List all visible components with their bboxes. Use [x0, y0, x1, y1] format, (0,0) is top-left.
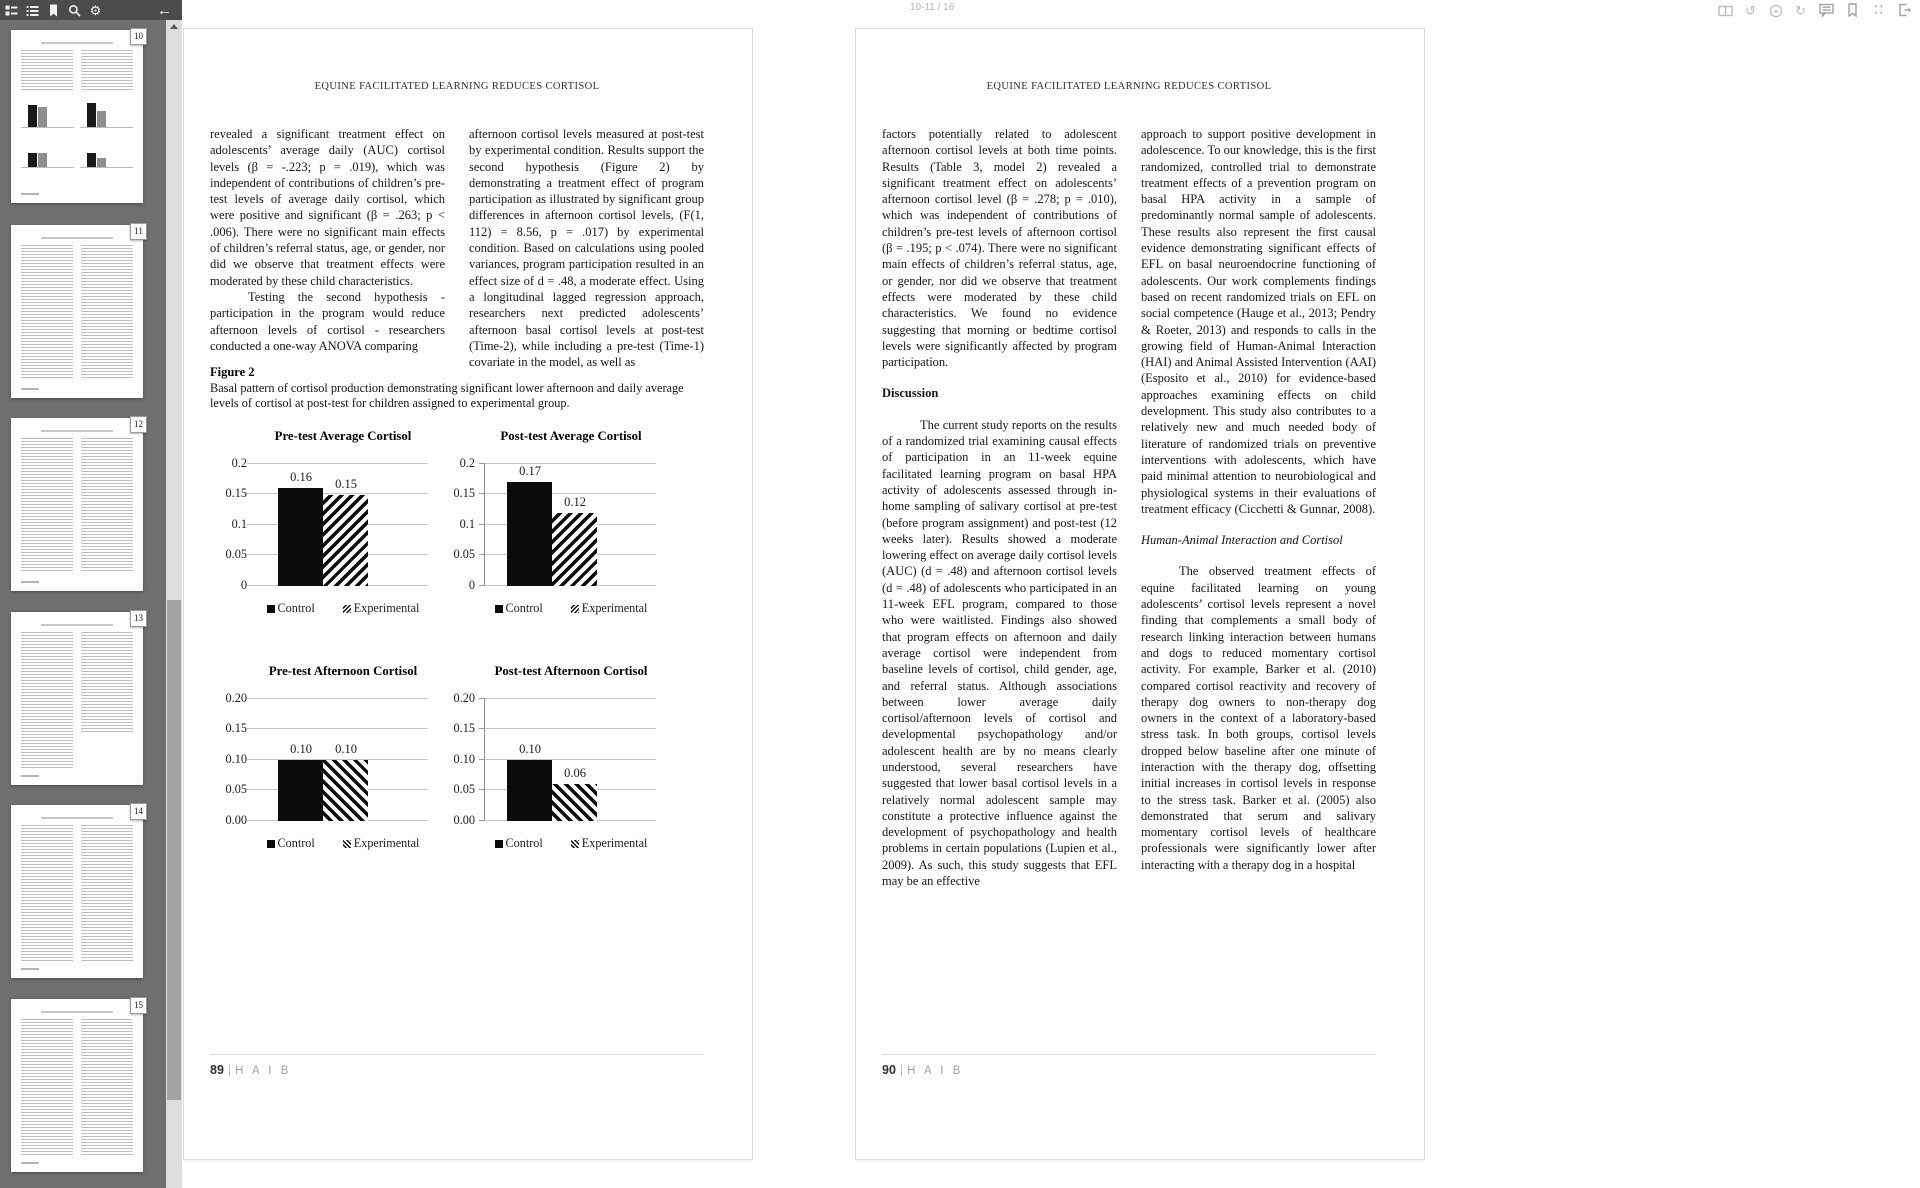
text-column: [882, 126, 1117, 888]
viewer-toolbar: [0, 0, 182, 20]
chart-ytick-label: 0.00: [225, 813, 247, 827]
document-page-90: [855, 28, 1425, 1160]
body-paragraph: The current study reports on the results of a randomized trial examining causal effects of participation in an 11-week equine facilitated learning program on basal HPA activity of adolescents assessed through in-home sampling of salivary cortisol at pre-test (before program assignment) and post-test (12 weeks later). Results showed a moderate lowering effect on average daily cortisol levels (AUC) (d = .48) and afternoon cortisol levels (d = .48) of adolescents who participated in an 11-week EFL program, compared to those who were waitlisted. Findings also showed that program effects on afternoon and daily average cortisol were independent from baseline levels of cortisol, child gender, age, and referral status. Although associations between lower average daily cortisol/afternoon levels of cortisol and developmental psychopathology and/or adolescent health are by no means clearly understood, several researchers have suggested that lower basal cortisol levels in a relatively normal adolescent sample may constitute a protective influence against the development of psychopathology and health problems in certain populations (Lupien et al., 2009). As such, this study suggests that EFL may be an effective: [882, 417, 1117, 888]
chart-ytick-label: 0.20: [225, 691, 247, 705]
two-page-view-icon[interactable]: [1718, 3, 1733, 18]
bar-control: [278, 760, 323, 821]
page-thumbnail[interactable]: [11, 999, 143, 1172]
chart-tick: [479, 820, 485, 821]
legend-marker: [267, 605, 275, 613]
footer-brand: H A I B: [235, 1065, 292, 1077]
chart-tick: [479, 585, 485, 586]
running-head: EQUINE FACILITATED LEARNING REDUCES CORTISOL: [314, 81, 600, 92]
chart-title: Post-test Average Cortisol: [500, 429, 642, 443]
chart-ytick-label: 0.05: [453, 547, 475, 561]
body-paragraph: factors potentially related to adolescent afternoon cortisol levels at both time points. Results (Table 3, model 2) revealed a significant treatment effect on adolescents’ afternoon cortisol level (β = .278; p = .010), which was independent of contributions of children’s pre-test levels of afternoon cortisol (β = .195; p < .074). There were no significant main effects of children’s referral status, age, or gender, nor did we observe that treatment effects were moderated by these child characteristics. We found no evidence suggesting that morning or bedtime cortisol levels were significantly affected by program participation.: [882, 127, 1117, 370]
document-view: [182, 0, 1920, 1188]
bar-value-label: 0.12: [564, 495, 586, 509]
bar-value-label: 0.10: [290, 742, 312, 756]
outline-icon[interactable]: [25, 3, 40, 18]
chart-plot-area: [225, 456, 428, 592]
thumb-mini-charts: [21, 94, 133, 168]
chart-ytick-label: 0.20: [453, 691, 475, 705]
page-indicator: 10-11 / 16: [910, 2, 955, 13]
settings-icon[interactable]: ⚙: [89, 2, 102, 18]
chart-posttest-average-cortisol: [442, 429, 670, 654]
legend-label: Control: [505, 601, 543, 615]
legend-label: Control: [505, 836, 543, 850]
chart-ytick-label: 0.1: [459, 517, 475, 531]
view-controls: [1718, 3, 1808, 18]
legend-item-experimental: [571, 601, 648, 616]
chart-plot-area: [453, 456, 656, 592]
page-thumbnail[interactable]: [11, 805, 143, 978]
page-thumbnail[interactable]: [11, 418, 143, 591]
legend-label: Experimental: [581, 601, 648, 615]
legend-item-control: [495, 601, 543, 616]
chart-ytick-label: 0.2: [231, 456, 247, 470]
chart-title: Pre-test Average Cortisol: [274, 429, 412, 443]
bar-experimental: [552, 784, 597, 821]
bar-value-label: 0.10: [519, 742, 541, 756]
chart-gridline: [247, 493, 428, 494]
chart-plot-area: [453, 691, 656, 827]
legend-item-control: [267, 836, 315, 851]
thumbnail-page-number: 12: [130, 416, 147, 433]
bar-experimental: [552, 513, 597, 586]
legend-label: Control: [277, 836, 315, 850]
exit-icon[interactable]: [1897, 2, 1912, 17]
scrollbar-up-icon[interactable]: [166, 20, 182, 33]
legend-label: Experimental: [353, 836, 420, 850]
bookmark-icon[interactable]: [46, 3, 61, 18]
comment-icon[interactable]: [1819, 2, 1834, 17]
action-controls: [1819, 2, 1912, 17]
rotate-cw-icon[interactable]: ↻: [1795, 2, 1806, 18]
legend-marker: [571, 840, 579, 848]
chart-ytick-label: 0.05: [225, 547, 247, 561]
chart-legend: [472, 601, 670, 616]
chart-tick: [479, 493, 485, 494]
rotate-ccw-icon[interactable]: ↺: [1745, 2, 1756, 18]
chart-tick: [479, 524, 485, 525]
body-paragraph: Testing the second hypothesis - participation in the program would reduce afternoon levels of cortisol - researchers conducted a one-way ANOVA comparing: [210, 289, 445, 353]
legend-item-experimental: [343, 836, 420, 851]
chart-ytick-label: 0.10: [453, 752, 475, 766]
chart-ytick-label: 0.00: [453, 813, 475, 827]
page-footer: 90 | H A I B: [882, 1063, 964, 1077]
chart-ytick-label: 0.15: [453, 721, 475, 735]
discussion-heading: Discussion: [882, 386, 939, 401]
chart-ytick-label: 0: [240, 578, 247, 592]
chart-ytick-label: 0: [468, 578, 475, 592]
figure-label: Figure 2: [210, 365, 255, 379]
chart-ytick-label: 0.15: [225, 486, 247, 500]
legend-marker: [343, 840, 351, 848]
page-footer: 89 | H A I B: [210, 1063, 292, 1077]
chart-posttest-afternoon-cortisol: [442, 654, 670, 879]
legend-marker: [495, 605, 503, 613]
bar-value-label: 0.15: [335, 477, 357, 491]
chart-ytick-label: 0.15: [453, 486, 475, 500]
figure-2-charts: [214, 429, 708, 879]
body-paragraph: approach to support positive development in adolescence. To our knowledge, this is the first randomized, controlled trial to demonstrate treatment effects of a prevention program on basal HPA activity in a sample of predominantly normal sample of adolescents. These results also represent the first causal evidence demonstrating significant effects of EFL on basal neuroendocrine functioning of adolescents. Our work complements findings based on recent randomized trials on EFL on social competence (Hauge et al., 2013; Pendry & Roeter, 2013) and responds to calls in the growing field of Human-Animal Interaction (HAI) and Animal Assisted Intervention (AAI) (Esposito et al., 2010) for evidence-based approaches examining effects on child development. This study also contributes to a relatively new and much needed body of literature of randomized trials on preventive interventions with adolescents, which have paid minimal attention to neurobiological and physiological systems in their evaluations of treatment efficacy (Cicchetti & Gunnar, 2008).: [1141, 127, 1376, 516]
text-column: [469, 126, 704, 370]
page-thumbnail[interactable]: [11, 612, 143, 785]
legend-marker: [495, 840, 503, 848]
bar-value-label: 0.17: [519, 464, 541, 478]
body-paragraph: revealed a significant treatment effect on adolescents’ average daily (AUC) cortisol levels (β = -.223; p = .019), which was independent of contributions of children’s pre-test levels of average daily cortisol, which were positive and significant (β = .263; p < .006). There were no significant main effects of children’s referral status, age, or gender, nor did we observe that treatment effects were moderated by these child characteristics.: [210, 127, 445, 288]
thumb-running-head: [41, 42, 113, 44]
chart-gridline: [485, 698, 656, 699]
bar-control: [278, 488, 323, 586]
thumbnail-page-number: 13: [130, 610, 147, 627]
chart-legend: [244, 836, 442, 851]
thumbnail-page-number: 15: [130, 997, 147, 1014]
legend-marker: [267, 840, 275, 848]
thumbnail-page-number: 10: [130, 28, 147, 45]
chart-pretest-average-cortisol: [214, 429, 442, 654]
bookmark-outline-icon[interactable]: [1845, 2, 1860, 17]
document-page-89: [183, 28, 753, 1160]
legend-item-control: [267, 601, 315, 616]
fullscreen-icon[interactable]: [1871, 2, 1886, 17]
chart-tick: [479, 554, 485, 555]
bar-value-label: 0.06: [564, 766, 586, 780]
chart-ytick-label: 0.05: [225, 782, 247, 796]
chart-legend: [472, 836, 670, 851]
legend-marker: [343, 605, 351, 613]
footer-rule: [882, 1054, 1376, 1055]
body-paragraph: afternoon cortisol levels measured at post-test by experimental condition. Results support the second hypothesis (Figure 2) by demonstrating a treatment effect of program participation as illustrated by significant group differences in afternoon cortisol levels, (F(1, 112) = 8.56, p = .017) by experimental condition. Based on calculations using pooled variances, program participation resulted in an effect size of d = .48, a moderate effect. Using a longitudinal lagged regression approach, researchers next predicted adolescents’ afternoon basal cortisol levels at post-test (Time-2), while including a pre-test (Time-1) covariate in the model, as well as: [469, 127, 704, 370]
footer-brand: H A I B: [907, 1065, 964, 1077]
sidebar-scrollbar[interactable]: [166, 20, 182, 1188]
chart-ytick-label: 0.1: [231, 517, 247, 531]
scrollbar-thumb[interactable]: [167, 600, 181, 1100]
thumbnail-page-number: 11: [130, 223, 147, 240]
hai-section-heading: Human-Animal Interaction and Cortisol: [1141, 533, 1343, 548]
legend-label: Experimental: [353, 601, 420, 615]
chart-ytick-label: 0.2: [459, 456, 475, 470]
figure-caption: Basal pattern of cortisol production demonstrating significant lower afternoon and daily average levels of cortisol at post-test for children assigned to experimental group.: [210, 381, 684, 411]
circle-up-icon[interactable]: [1768, 3, 1783, 18]
search-icon[interactable]: [67, 3, 82, 18]
body-paragraph: The observed treatment effects of equine facilitated learning on young adolescents’ cortisol levels represent a novel finding that complements a small body of research linking interaction between humans and dogs to reduced momentary cortisol activity. For example, Barker et al. (2010) compared cortisol reactivity and recovery of therapy dog owners to non-therapy dog owners in the context of a laboratory-based stress task. In both groups, cortisol levels dropped below baseline after one minute of interaction with the therapy dog, offsetting initial increases in cortisol levels in response to the stress task. Barker et al. (2005) also demonstrated that serum and salivary momentary cortisol levels of healthcare professionals were significantly lower after interacting with a therapy dog in a hospital: [1141, 564, 1376, 872]
chart-ytick-label: 0.15: [225, 721, 247, 735]
chart-gridline: [485, 728, 656, 729]
chart-title: Pre-test Afternoon Cortisol: [268, 664, 418, 678]
chart-plot-area: [225, 691, 428, 827]
running-head: EQUINE FACILITATED LEARNING REDUCES CORTISOL: [986, 81, 1272, 92]
legend-item-experimental: [571, 836, 648, 851]
bar-value-label: 0.16: [290, 470, 312, 484]
thumbnail-page-number: 14: [130, 803, 147, 820]
thumbnail-panel-icon[interactable]: [4, 3, 19, 18]
footer-page-number: 90: [882, 1063, 896, 1077]
chart-tick: [479, 463, 485, 464]
legend-item-experimental: [343, 601, 420, 616]
legend-item-control: [495, 836, 543, 851]
chart-tick: [479, 728, 485, 729]
chart-tick: [479, 789, 485, 790]
chart-ytick-label: 0.05: [453, 782, 475, 796]
text-column: [1141, 126, 1376, 888]
page-thumbnail[interactable]: [11, 30, 143, 203]
page-thumbnail[interactable]: [11, 225, 143, 398]
footer-rule: [210, 1054, 704, 1055]
back-icon[interactable]: ←: [157, 1, 172, 19]
text-column: [210, 126, 445, 354]
legend-label: Experimental: [581, 836, 648, 850]
bar-value-label: 0.10: [335, 742, 357, 756]
bar-experimental: [323, 760, 368, 821]
chart-gridline: [247, 728, 428, 729]
chart-gridline: [247, 463, 428, 464]
chart-pretest-afternoon-cortisol: [214, 654, 442, 879]
footer-page-number: 89: [210, 1063, 224, 1077]
chart-title: Post-test Afternoon Cortisol: [494, 664, 648, 678]
chart-tick: [479, 759, 485, 760]
legend-marker: [571, 605, 579, 613]
legend-label: Control: [277, 601, 315, 615]
bar-experimental: [323, 495, 368, 586]
chart-legend: [244, 601, 442, 616]
thumbnail-sidebar: [0, 20, 166, 1188]
chart-gridline: [247, 698, 428, 699]
chart-ytick-label: 0.10: [225, 752, 247, 766]
chart-tick: [479, 698, 485, 699]
